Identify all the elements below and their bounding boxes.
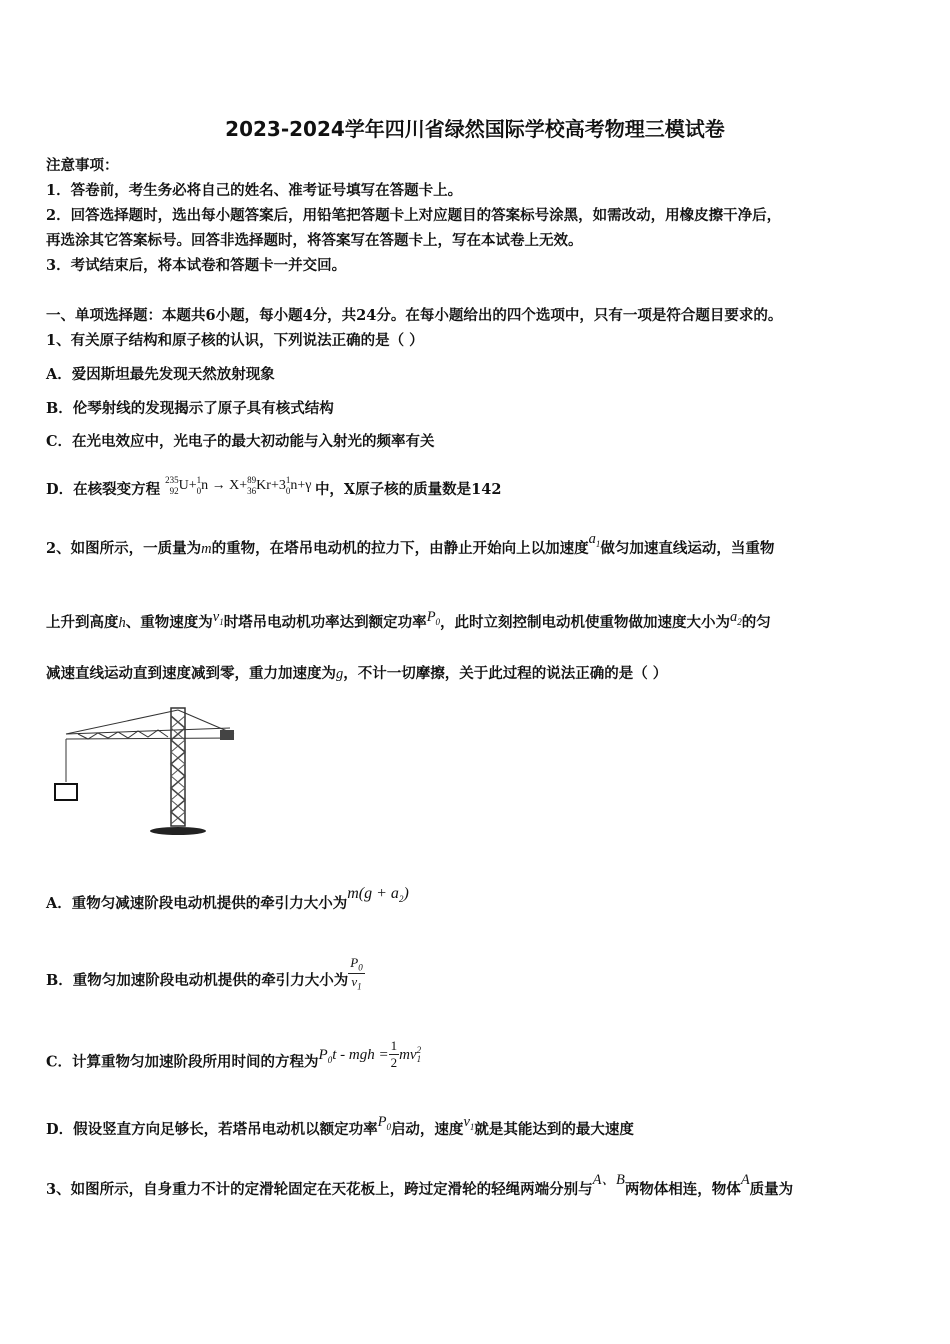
q2-option-c: C．计算重物匀加速阶段所用时间的方程为$P_0t$ - mgh = $\frac{1}{2}$ mv2 1	[46, 1038, 422, 1071]
q2-option-a: A．重物匀减速阶段电动机提供的牵引力大小为$m(g + a_2)$	[46, 885, 409, 912]
page-title: 2023-2024学年四川省绿然国际学校高考物理三模试卷	[225, 117, 725, 141]
crane-base	[150, 827, 206, 835]
counterweight	[220, 730, 234, 740]
section-heading: 一、单项选择题：本题共6小题，每小题4分，共24分。在每小题给出的四个选项中，只有一项是符合题目要求的。	[46, 307, 783, 324]
q1-d-suffix: 中，X原子核的质量数是142	[314, 481, 502, 498]
tower-crane-figure	[48, 704, 244, 838]
load-weight	[55, 784, 77, 800]
q2-option-d: D．假设竖直方向足够长，若塔吊电动机以额定功率$P_0$启动，速度$v_1$就是其能达到的最大速度	[46, 1114, 634, 1138]
notice-item-3: 3．考试结束后，将本试卷和答题卡一并交回。	[46, 257, 347, 274]
q2-line-1: 2、如图所示，一质量为m的重物，在塔吊电动机的拉力下，由静止开始向上以加速度$a_1$做匀加速直线运动，当重物	[46, 531, 775, 557]
notice-item-2-cont: 再选涂其它答案标号。回答非选择题时，将答案写在答题卡上，写在本试卷上无效。	[46, 232, 583, 249]
crane-jib-truss	[78, 730, 168, 739]
q2-line-2: 上升到高度h、重物速度为$v_1$时塔吊电动机功率达到额定功率$P_0$，此时立刻控制电动机使重物做加速度大小为$a_2$的匀	[46, 609, 771, 631]
crane-tower	[171, 708, 185, 826]
crane-jib-bottom	[66, 738, 234, 739]
notice-heading: 注意事项：	[46, 157, 119, 174]
notice-item-2: 2．回答选择题时，选出每小题答案后，用铅笔把答题卡上对应题目的答案标号涂黑，如需改动，用橡皮擦干净后，	[46, 207, 782, 224]
q2-option-b: B．重物匀加速阶段电动机提供的牵引力大小为 $\frac{P_0}{v_1}$	[46, 955, 363, 992]
q1-stem: 1、有关原子结构和原子核的认识，下列说法正确的是（ ）	[46, 332, 424, 349]
q1-option-a: A．爱因斯坦最先发现天然放射现象	[46, 366, 275, 383]
q1-option-b: B．伦琴射线的发现揭示了原子具有核式结构	[46, 400, 334, 417]
q2-line-3: 减速直线运动直到速度减到零，重力加速度为g，不计一切摩擦，关于此过程的说法正确的是（ ）	[46, 665, 668, 682]
q1-option-d	[46, 474, 502, 502]
q1-d-prefix: D．在核裂变方程	[46, 481, 161, 498]
notice-item-1: 1．答卷前，考生务必将自己的姓名、准考证号填写在答题卡上。	[46, 182, 463, 199]
q3-line-1: 3、如图所示，自身重力不计的定滑轮固定在天花板上，跨过定滑轮的轻绳两端分别与A、B两物体相连，物体A质量为	[46, 1172, 794, 1198]
fission-equation: 235 92U+1 0n → X+89 36Kr+31 0n+γ	[165, 474, 312, 496]
q1-option-c: C．在光电效应中，光电子的最大初动能与入射光的频率有关	[46, 433, 435, 450]
